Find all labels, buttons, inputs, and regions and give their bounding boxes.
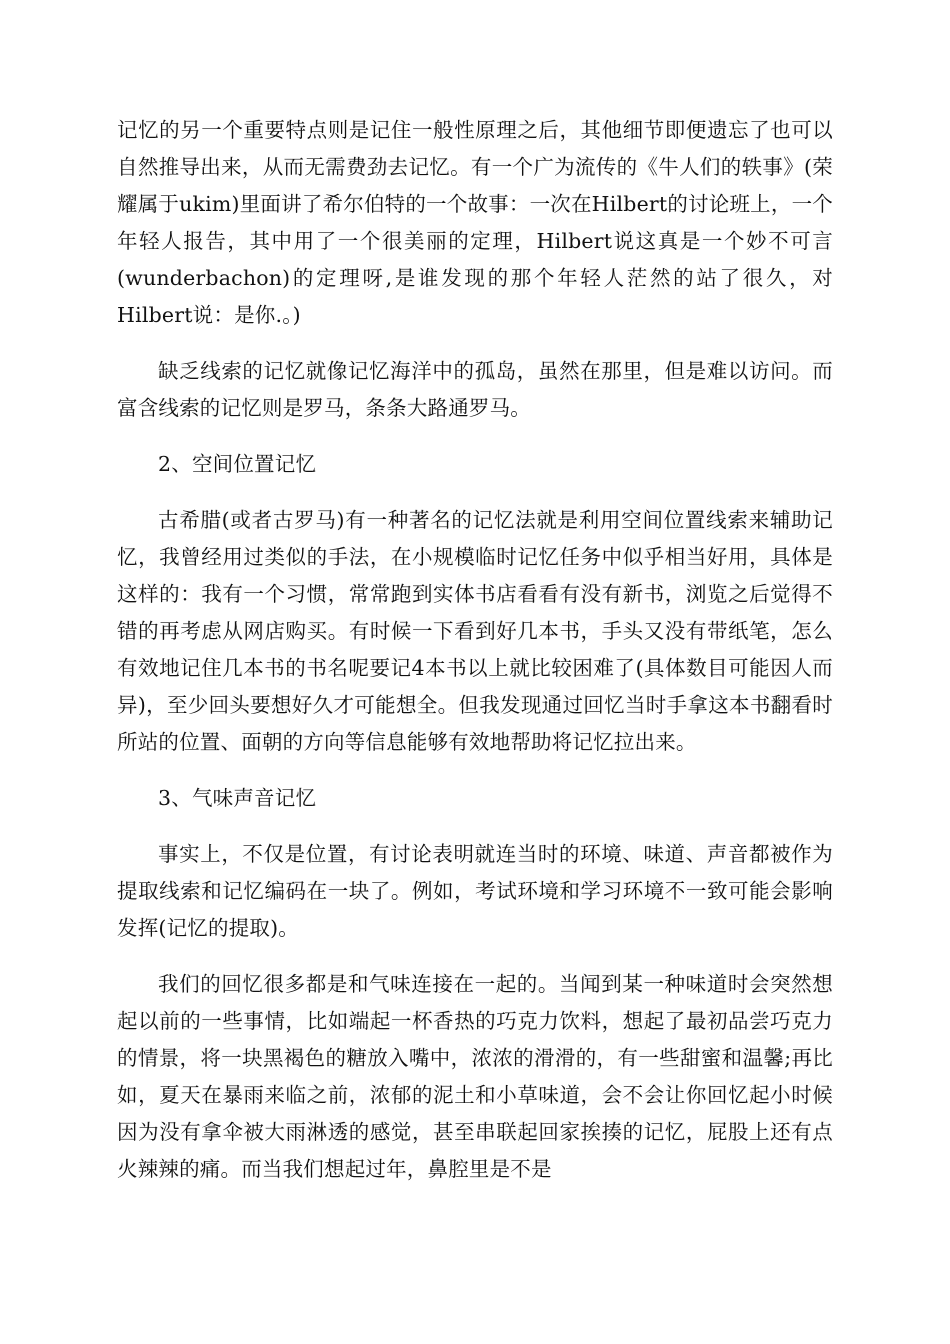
section-heading-spatial-memory: 2、空间位置记忆 [158,452,317,476]
paragraph-island-metaphor: 缺乏线索的记忆就像记忆海洋中的孤岛，虽然在那里，但是难以访问。而富含线索的记忆则是罗马，条条大路通罗马。 [117,359,833,420]
paragraph-hilbert-anecdote: 记忆的另一个重要特点则是记住一般性原理之后，其他细节即便遗忘了也可以自然推导出来，从而无需费劲去记忆。有一个广为流传的《牛人们的轶事》(荣耀属于ukim)里面讲了希尔伯特的一个故事：一次在Hilbert的讨论班上，一个年轻人报告，其中用了一个很美丽的定理，Hilbert说这真是一个妙不可言(wunderbachon)的定理呀,是谁发现的那个年轻人茫然的站了很久，对Hilbert说：是你.。) [117,118,833,327]
document-page [117,112,833,1207]
paragraph-context-cues: 事实上，不仅是位置，有讨论表明就连当时的环境、味道、声音都被作为提取线索和记忆编码在一块了。例如，考试环境和学习环境不一致可能会影响发挥(记忆的提取)。 [117,842,833,940]
paragraph-smell-memories: 我们的回忆很多都是和气味连接在一起的。当闻到某一种味道时会突然想起以前的一些事情，比如端起一杯香热的巧克力饮料，想起了最初品尝巧克力的情景，将一块黑褐色的糖放入嘴中，浓浓的滑滑的，有一些甜蜜和温馨;再比如，夏天在暴雨来临之前，浓郁的泥土和小草味道，会不会让你回忆起小时候因为没有拿伞被大雨淋透的感觉，甚至串联起回家挨揍的记忆，屁股上还有点火辣辣的痛。而当我们想起过年，鼻腔里是不是 [117,972,833,1181]
section-heading-smell-sound-memory: 3、气味声音记忆 [158,786,317,810]
paragraph-spatial-memory: 古希腊(或者古罗马)有一种著名的记忆法就是利用空间位置线索来辅助记忆，我曾经用过类似的手法，在小规模临时记忆任务中似乎相当好用，具体是这样的：我有一个习惯，常常跑到实体书店看看有没有新书，浏览之后觉得不错的再考虑从网店购买。有时候一下看到好几本书，手头又没有带纸笔，怎么有效地记住几本书的书名呢要记4本书以上就比较困难了(具体数目可能因人而异)，至少回头要想好久才可能想全。但我发现通过回忆当时手拿这本书翻看时所站的位置、面朝的方向等信息能够有效地帮助将记忆拉出来。 [117,508,833,754]
